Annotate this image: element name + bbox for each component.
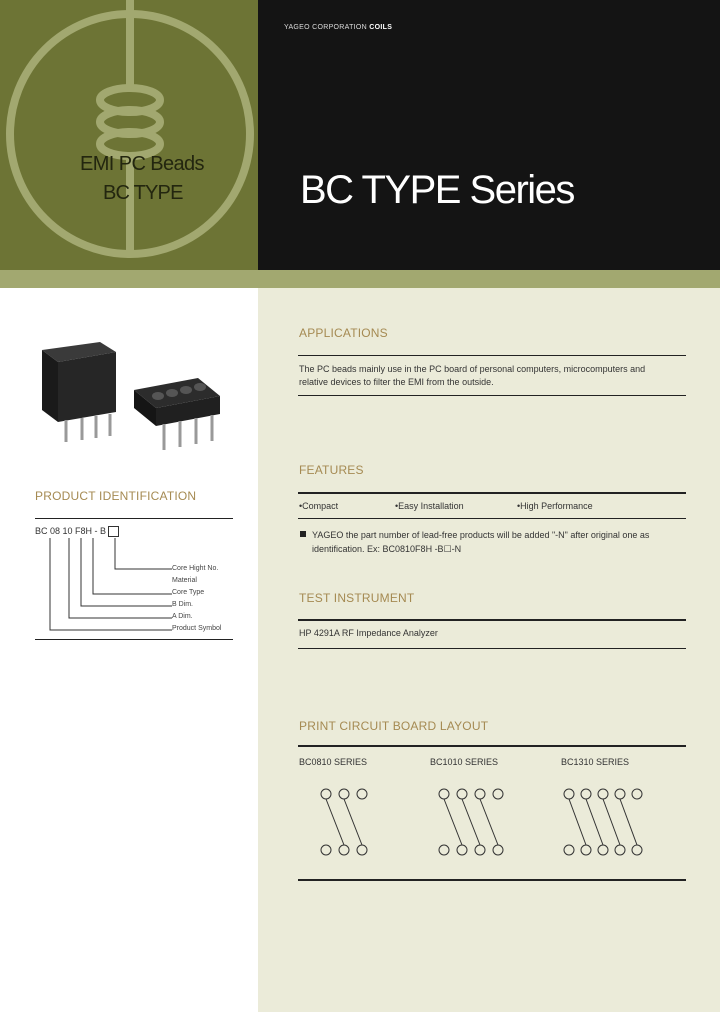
label-product-symbol: Product Symbol [172,625,222,632]
series-label-bc0810: BC0810 SERIES [299,757,368,767]
test-instrument-heading: TEST INSTRUMENT [299,591,415,605]
label-core-type: Core Type [172,589,205,596]
product-identification-heading: PRODUCT IDENTIFICATION [35,489,197,503]
pcb-layout-bottom-rule [298,879,686,881]
features-note-line-1: YAGEO the part number of lead-free products will be added "-N" after original one as [312,530,650,540]
pcb-layout-rule [298,745,686,747]
pcb-bc1010 [439,789,503,855]
emi-pc-beads-label: EMI PC Beads [80,153,204,175]
feature-easy-installation: •Easy Installation [395,501,464,511]
bead-component-1 [42,342,116,442]
feature-compact: •Compact [299,501,339,511]
corporation-label: YAGEO CORPORATION COILS [284,24,393,31]
bullet-square-icon [300,531,306,537]
header-logo-panel [0,0,258,270]
product-photo [30,330,230,470]
series-title: BC TYPE Series [300,168,574,212]
features-rule [298,492,686,494]
series-label-bc1010: BC1010 SERIES [430,757,499,767]
pcb-layout-diagram [298,770,688,870]
applications-bottom-rule [298,395,686,396]
features-note-line-2: identification. Ex: BC0810F8H -B☐-N [312,544,462,554]
features-heading: FEATURES [299,463,364,477]
header-title-panel [258,0,720,270]
test-instrument-text: HP 4291A RF Impedance Analyzer [299,628,438,638]
bead-component-2 [134,378,220,450]
test-instrument-bottom-rule [298,648,686,649]
content-panel [258,288,720,1012]
product-identification-bottom-rule [35,639,233,640]
label-a-dim: A Dim. [172,613,193,620]
coil-logo-icon [0,0,258,270]
feature-high-performance: •High Performance [517,501,593,511]
label-core-hight: Core Hight No. [172,565,219,572]
pcb-layout-heading: PRINT CIRCUIT BOARD LAYOUT [299,719,489,733]
test-instrument-rule [298,619,686,621]
applications-line-1: The PC beads mainly use in the PC board of personal computers, microcomputers and [299,364,646,374]
pcb-bc1310 [564,789,642,855]
features-mid-rule [298,518,686,519]
product-identification-rule [35,518,233,519]
checkbox-icon [108,526,119,537]
part-code: BC 08 10 F8H - B [35,526,119,537]
bc-type-label: BC TYPE [103,182,183,204]
applications-rule [298,355,686,356]
series-label-bc1310: BC1310 SERIES [561,757,630,767]
label-b-dim: B Dim. [172,601,193,608]
applications-heading: APPLICATIONS [299,326,388,340]
identification-leader-lines [35,538,175,638]
pcb-bc0810 [321,789,367,855]
divider-band [0,270,720,288]
applications-line-2: relative devices to filter the EMI from the outside. [299,377,494,387]
label-material: Material [172,577,197,584]
